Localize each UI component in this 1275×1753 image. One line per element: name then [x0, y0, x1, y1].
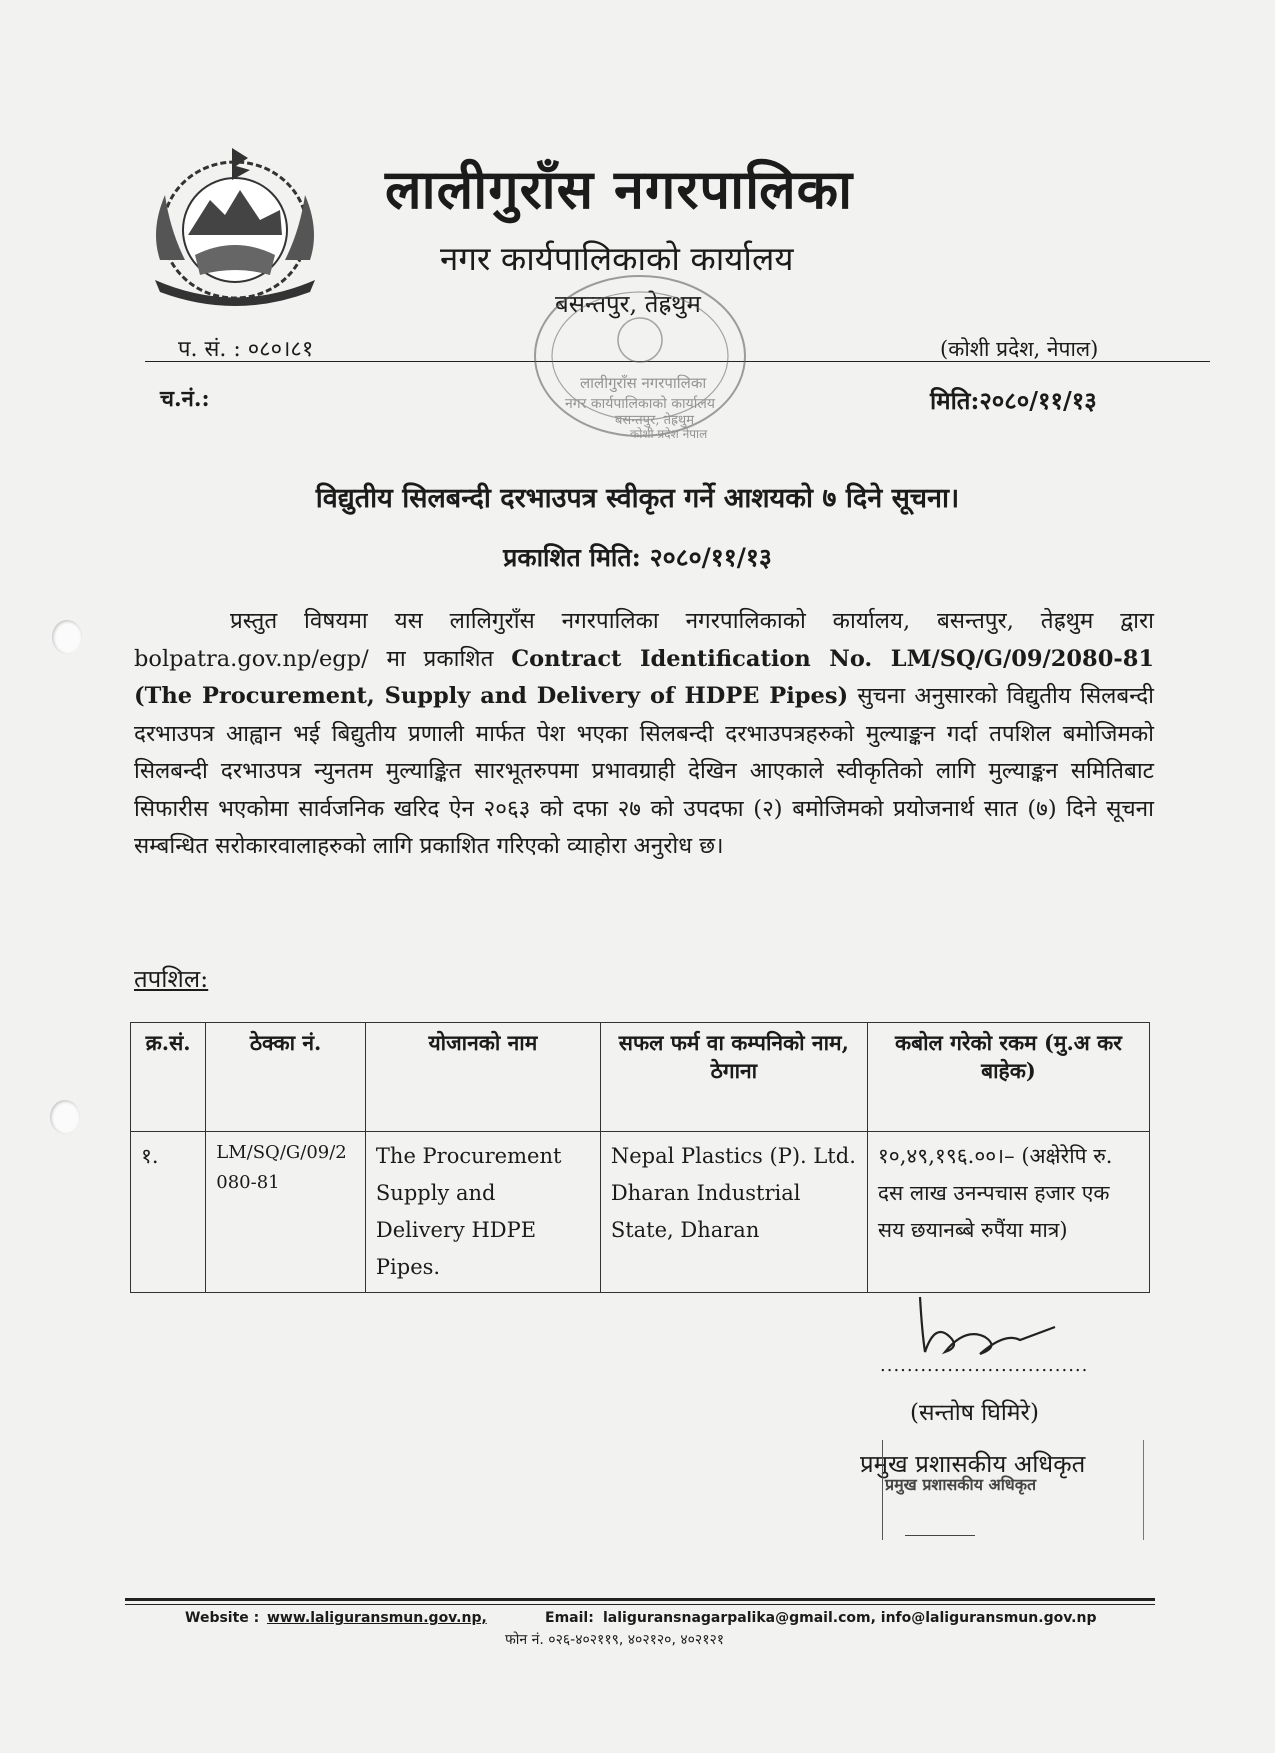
website-label: Website : [185, 1610, 260, 1626]
footer-phone: फोन नं. ०२६-४०२११९, ४०२१२०, ४०२१२१ [505, 1632, 725, 1648]
handwritten-signature-icon [910, 1292, 1060, 1362]
column-header-sn: क्र.सं. [131, 1023, 206, 1132]
column-header-project-name: योजानको नाम [365, 1023, 600, 1132]
cell-contract-no: LM/SQ/G/09/2080-81 [206, 1132, 366, 1293]
cell-sn: १. [131, 1132, 206, 1293]
cell-firm: Nepal Plastics (P). Ltd. Dharan Industrial State, Dharan [600, 1132, 867, 1293]
email-addresses: laliguransnagarpalika@gmail.com, info@laliguransmun.gov.np [603, 1610, 1097, 1626]
punch-hole [52, 620, 82, 654]
office-name: नगर कार्यपालिकाको कार्यालय [440, 239, 794, 278]
body-text-part2: सुचना अनुसारको विद्युतीय सिलबन्दी दरभाउपत्र आह्वान भई बिद्युतीय प्रणाली मार्फत पेश भएका सिलबन्दी दरभाउपत्रहरुको मुल्याङ्कन गर्दा तपशिल बमोजिमको सिलबन्दी दरभाउपत्र न्युनतम मुल्याङ्कित सारभूतरुपमा प्रभावग्राही देखिन आएकाले स्वीकृतिको लागि मुल्याङ्कन समितिबाट सिफारीस भएकोमा सार्वजनिक खरिद ऐन २०६३ को दफा २७ को उपदफा (२) बमोजिमको प्रयोजनार्थ सात (७) दिने सूचना सम्बन्धित सरोकारवालाहरुको लागि प्रकाशित गरिएको व्याहोरा अनुरोध छ। [134, 683, 1154, 859]
footer-divider-thick [125, 1598, 1155, 1601]
designation-stamp: प्रमुख प्रशासकीय अधिकृत [885, 1475, 1037, 1494]
province-label: (कोशी प्रदेश, नेपाल) [940, 337, 1099, 361]
signatory-name: (सन्तोष घिमिरे) [910, 1400, 1039, 1426]
stamp-text-4: कोशी प्रदेश नेपाल [630, 427, 708, 441]
reference-number: प. सं. : ०८०।८१ [178, 337, 314, 362]
stamp-text-1: लालीगुराँस नगरपालिका [580, 374, 707, 392]
cell-project-name: The Procurement Supply and Delivery HDPE Pipes. [365, 1132, 600, 1293]
contract-identification: Contract Identification No. LM/SQ/G/09/2080-81 (The Procurement, Supply and Delivery of HDPE Pipes) [134, 645, 1155, 709]
award-details-table [130, 1022, 1150, 1293]
designation-stamp-underline [905, 1535, 975, 1536]
column-header-amount: कबोल गरेको रकम (मु.अ कर बाहेक) [867, 1023, 1149, 1132]
column-header-firm: सफल फर्म वा कम्पनिको नाम, ठेगाना [600, 1023, 867, 1132]
office-address: बसन्तपुर, तेह्रथुम [555, 290, 701, 318]
published-date: प्रकाशित मिति: २०८०/११/१३ [503, 543, 772, 572]
cell-amount: १०,४९,१९६.००।– (अक्षेरेपि रु. दस लाख उनन्पचास हजार एक सय छयानब्बे रुपैंया मात्र) [867, 1132, 1149, 1293]
signature-line: ............................... [880, 1355, 1089, 1376]
table-header-row [131, 1023, 1150, 1132]
stamp-text-2: नगर कार्यपालिकाको कार्यालय [565, 396, 715, 412]
email-label: Email: [545, 1610, 594, 1626]
organization-name: लालीगुराँस नगरपालिका [385, 157, 854, 221]
notice-body [134, 603, 1154, 866]
body-text-part1: प्रस्तुत विषयमा यस लालिगुराँस नगरपालिका नगरपालिकाको कार्यालय, बसन्तपुर, तेह्रथुम द्वारा bolpatra.gov.np/egp/ मा प्रकाशित [134, 608, 1154, 672]
column-header-contract-no: ठेक्का नं. [206, 1023, 366, 1132]
office-stamp-icon [520, 268, 760, 443]
website-link[interactable]: www.laliguransmun.gov.np, [267, 1610, 487, 1626]
table-row [131, 1132, 1150, 1293]
schedule-label: तपशिल: [134, 965, 209, 993]
dispatch-number: च.नं.: [160, 386, 210, 412]
notice-title: विद्युतीय सिलबन्दी दरभाउपत्र स्वीकृत गर्ने आशयको ७ दिने सूचना। [315, 483, 960, 514]
signatory-title: प्रमुख प्रशासकीय अधिकृत [860, 1450, 1086, 1478]
stamp-text-3: बसन्तपुर, तेह्रथुम [615, 413, 694, 428]
punch-hole [50, 1100, 80, 1134]
footer-divider-thin [125, 1604, 1155, 1605]
letter-date: मिति:२०८०/११/१३ [930, 386, 1097, 415]
nepal-emblem-icon [140, 140, 330, 315]
